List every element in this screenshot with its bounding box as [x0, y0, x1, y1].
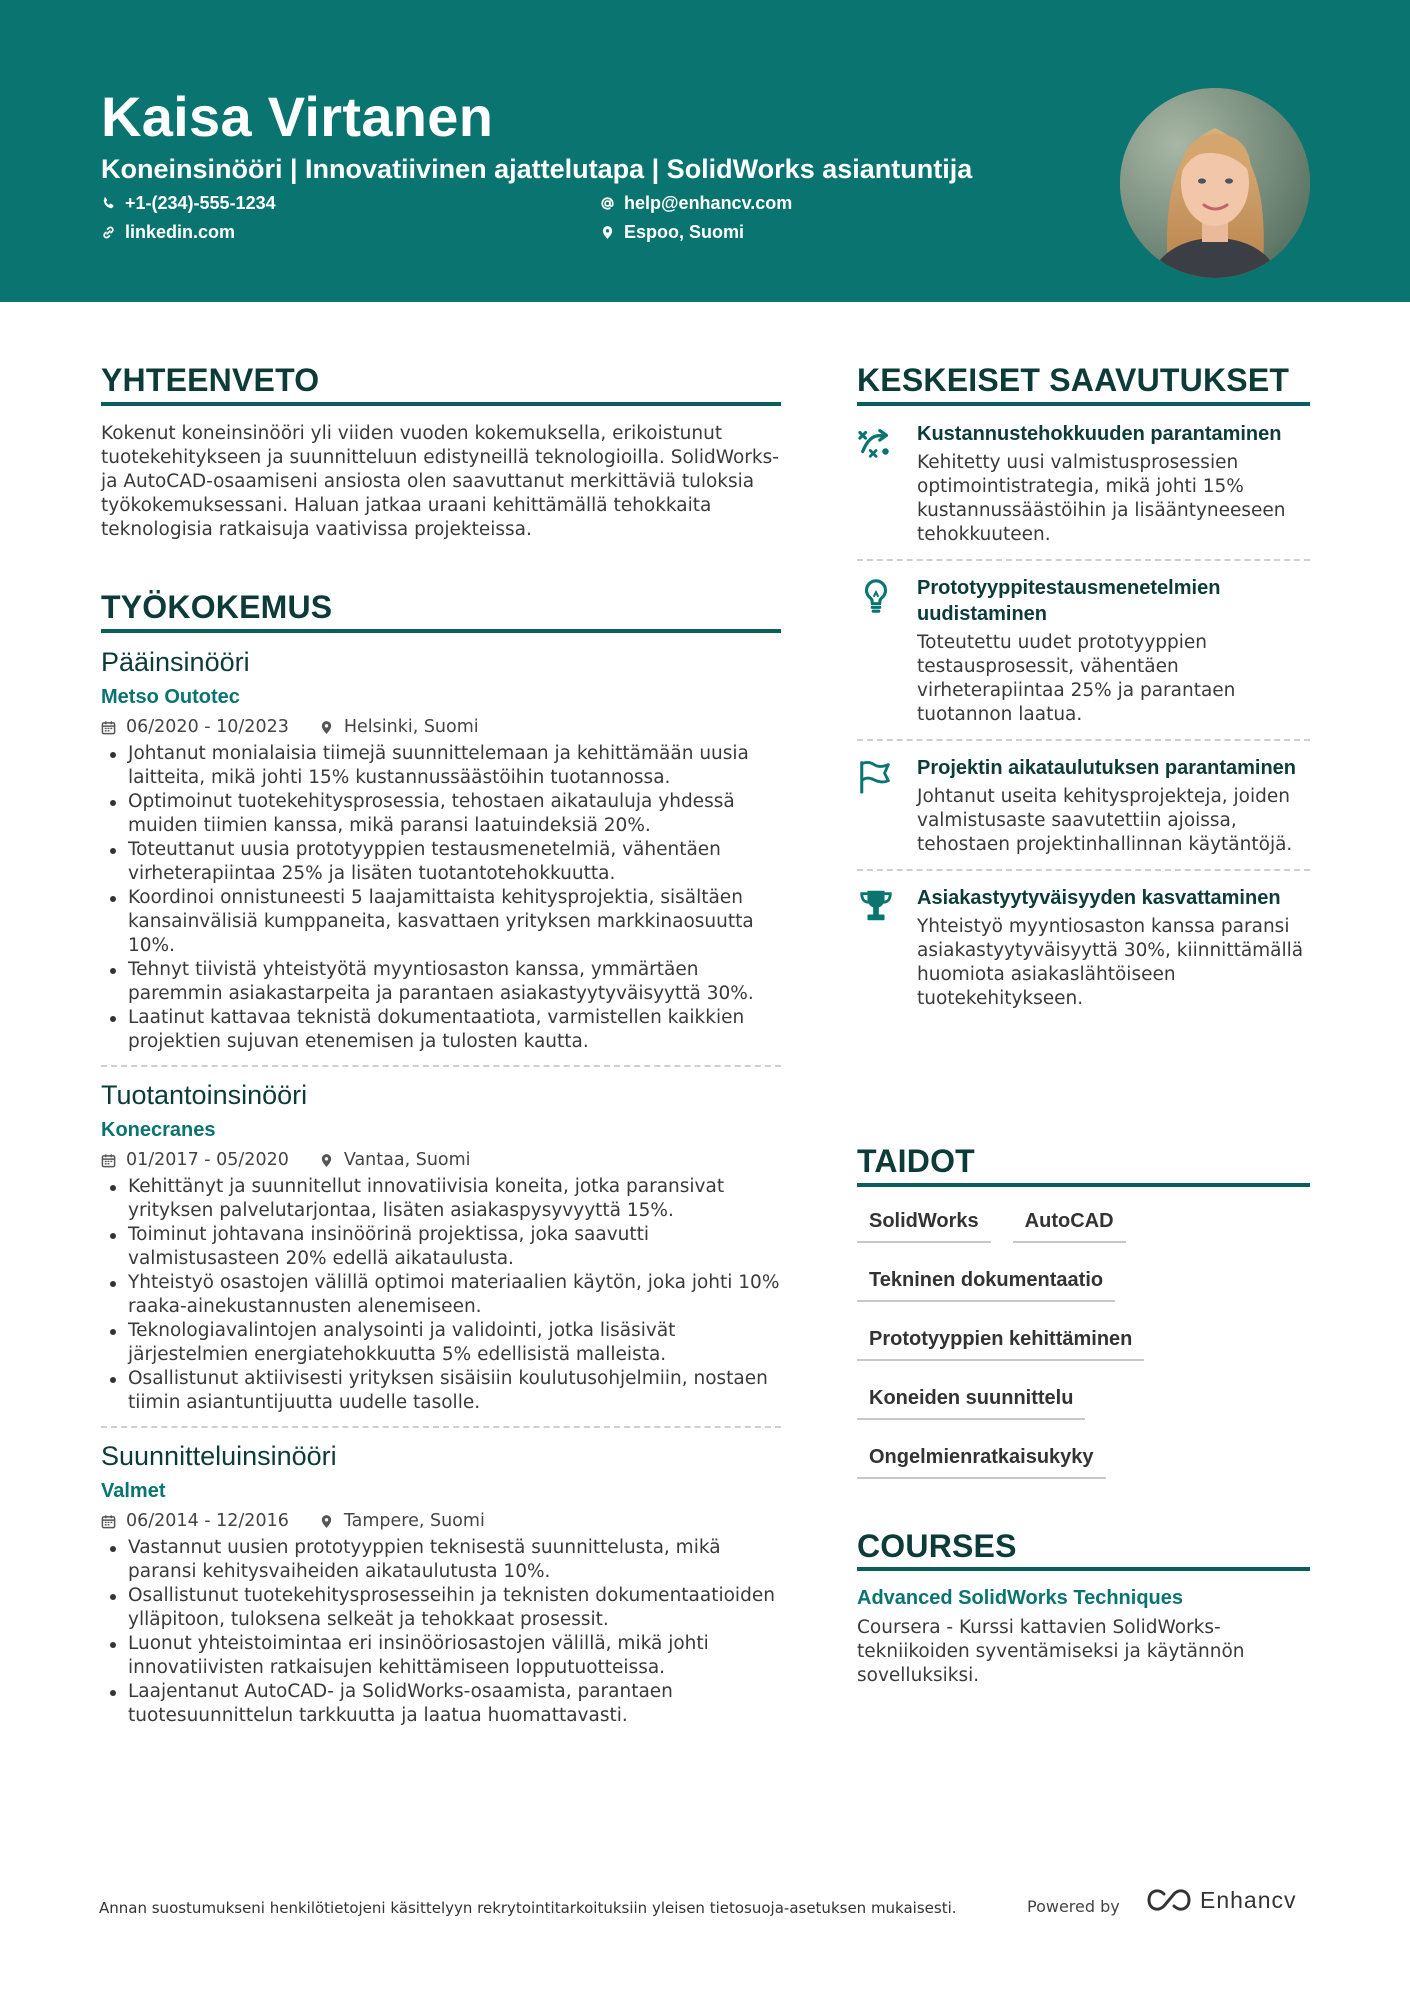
linkedin-contact[interactable]: [101, 222, 235, 243]
job-role: Pääinsinööri: [101, 647, 250, 677]
location-pin-icon: [600, 225, 615, 240]
bullet-item: Kehittänyt ja suunnitellut innovatiivisia koneita, jotka paransivat yrityksen palvelutarjontaa, lisäten asiakaspysyvyyttä 15%.: [101, 1175, 781, 1223]
enhancv-logo-icon: [1146, 1886, 1192, 1914]
skill-tag: Ongelmienratkaisukyky: [857, 1433, 1106, 1479]
job-meta: [101, 1510, 781, 1532]
bullet-item: Osallistunut tuotekehitysprosesseihin ja teknisten dokumentaatioiden ylläpitoon, tuloksena selkeät ja tehokkaat prosessit.: [101, 1584, 781, 1632]
divider: [857, 869, 1310, 871]
achievements-rule: [857, 402, 1310, 406]
achievement-text: Yhteistyö myyntiosaston kanssa paransi asiakastyytyväisyyttä 30%, kiinnittämällä huomiota asiakaslähtöiseen tuotekehitykseen.: [917, 916, 1304, 1009]
achievement-item: [857, 755, 1310, 857]
job-entry: [101, 1079, 781, 1415]
bullet-item: Vastannut uusien prototyyppien teknisestä suunnittelusta, mikä paransi kehitysvaiheiden aikataulutusta 10%.: [101, 1536, 781, 1584]
bullet-item: Koordinoi onnistuneesti 5 laajamittaista kehitysprojektia, sisältäen kansainvälisiä kumppaneita, kasvattaen yrityksen markkinaosuutta 10%.: [101, 886, 781, 958]
achievements-list: [857, 421, 1310, 1011]
lightbulb-icon: [857, 577, 895, 615]
candidate-headline: Koneinsinööri | Innovatiivinen ajattelutapa | SolidWorks asiantuntija: [101, 154, 973, 184]
location-contact: [600, 222, 744, 243]
location-text: Espoo, Suomi: [624, 222, 745, 242]
course-text: Coursera - Kurssi kattavien SolidWorks-tekniikoiden syventämiseksi ja käytännön sovelluksiksi.: [857, 1617, 1245, 1686]
achievement-title: Asiakastyytyväisyyden kasvattaminen: [917, 887, 1281, 909]
calendar-icon: [101, 1153, 116, 1168]
job-company: Konecranes: [101, 1119, 216, 1141]
gdpr-consent-text: Annan suostumukseni henkilötietojeni käsittelyyn rekrytointitarkoituksiin yleisen tietosuoja-asetuksen mukaisesti.: [99, 1899, 957, 1917]
job-meta: [101, 1149, 781, 1171]
job-location: Vantaa, Suomi: [319, 1149, 471, 1171]
bullet-item: Toteuttanut uusia prototyyppien testausmenetelmiä, vähentäen virheterapiintaa 25% ja lisäten tuotantotehokkuutta.: [101, 838, 781, 886]
email-contact[interactable]: [600, 193, 792, 214]
bullet-item: Optimoinut tuotekehitysprosessia, tehostaen aikatauluja yhdessä muiden tiimien kanssa, mikä paransi laatuindeksiä 20%.: [101, 790, 781, 838]
course-title: Advanced SolidWorks Techniques: [857, 1587, 1183, 1609]
enhancv-logo[interactable]: [1146, 1886, 1297, 1914]
achievement-item: [857, 575, 1310, 727]
divider: [857, 559, 1310, 561]
achievement-text: Toteutettu uudet prototyyppien testausprosessit, vähentäen virheterapiintaa 25% ja parantaen tuotannon laatua.: [917, 632, 1236, 725]
summary-rule: [101, 402, 781, 406]
strategy-icon: [857, 423, 895, 461]
summary-section-title: YHTEENVETO: [101, 362, 320, 398]
summary-text: Kokenut koneinsinööri yli viiden vuoden kokemuksella, erikoistunut tuotekehitykseen ja suunnitteluun edistyneillä teknologioilla. SolidWorks- ja AutoCAD-osaamiseni ansiosta olen saavuttanut merkittäviä tuloksia työkokemuksessani. Haluan jatkaa uraani kehittämällä tehokkaita teknologisia ratkaisuja vaativissa projekteissa.: [101, 423, 779, 540]
bullet-item: Laajentanut AutoCAD- ja SolidWorks-osaamista, parantaen tuotesuunnittelun tarkkuutta ja laatua huomattavasti.: [101, 1680, 781, 1728]
email-text: help@enhancv.com: [624, 193, 793, 213]
divider: [101, 1426, 781, 1428]
skill-tag: Koneiden suunnittelu: [857, 1374, 1085, 1420]
divider: [857, 739, 1310, 741]
profile-photo: [1120, 88, 1310, 278]
course-item: [857, 1585, 1310, 1688]
achievement-item: [857, 885, 1310, 1011]
job-company: Valmet: [101, 1480, 166, 1502]
job-role: Tuotantoinsinööri: [101, 1080, 308, 1110]
flag-icon: [857, 757, 895, 795]
calendar-icon: [101, 720, 116, 735]
achievement-text: Johtanut useita kehitysprojekteja, joiden valmistusaste saavutettiin ajoissa, tehostaen projektinhallinnan käytäntöjä.: [917, 786, 1293, 855]
bullet-item: Luonut yhteistoimintaa eri insinööriosastojen välillä, mikä johti innovatiivisten ratkaisujen kehittämiseen lopputuotteissa.: [101, 1632, 781, 1680]
bullet-item: Johtanut monialaisia tiimejä suunnittelemaan ja kehittämään uusia laitteita, mikä johti 15% kustannussäästöihin tuotannossa.: [101, 742, 781, 790]
bullet-item: Teknologiavalintojen analysointi ja validointi, jotka lisäsivät järjestelmien energiatehokkuutta 5% edellisistä malleista.: [101, 1319, 781, 1367]
achievement-text: Kehitetty uusi valmistusprosessien optimointistrategia, mikä johti 15% kustannussäästöihin ja lisääntyneeseen tehokkuuteen.: [917, 452, 1286, 545]
location-pin-icon: [319, 1153, 334, 1168]
job-bullets: [101, 1175, 781, 1415]
phone-contact[interactable]: [101, 193, 276, 214]
achievement-title: Projektin aikataulutuksen parantaminen: [917, 757, 1296, 779]
job-entry: [101, 646, 781, 1054]
bullet-item: Laatinut kattavaa teknistä dokumentaatiota, varmistellen kaikkien projektien sujuvan etenemisen ja tulosten kautta.: [101, 1006, 781, 1054]
experience-list: [101, 646, 781, 1728]
header-banner: [0, 0, 1410, 302]
achievement-title: Kustannustehokkuuden parantaminen: [917, 423, 1282, 445]
linkedin-text: linkedin.com: [125, 222, 236, 242]
skills-rule: [857, 1183, 1310, 1187]
job-company: Metso Outotec: [101, 686, 240, 708]
enhancv-brand-text: Enhancv: [1200, 1886, 1297, 1913]
bullet-item: Toiminut johtavana insinöörinä projektissa, joka saavutti valmistusasteen 20% edellä aikataulusta.: [101, 1223, 781, 1271]
phone-text: +1-(234)-555-1234: [125, 193, 276, 213]
job-location: Helsinki, Suomi: [319, 716, 479, 738]
calendar-icon: [101, 1514, 116, 1529]
job-role: Suunnitteluinsinööri: [101, 1441, 337, 1471]
divider: [101, 1065, 781, 1067]
job-bullets: [101, 742, 781, 1054]
job-bullets: [101, 1536, 781, 1728]
courses-section-title: COURSES: [857, 1528, 1017, 1564]
skill-tag: Prototyyppien kehittäminen: [857, 1315, 1144, 1361]
job-dates: 01/2017 - 05/2020: [101, 1149, 289, 1171]
job-meta: [101, 716, 781, 738]
achievement-item: [857, 421, 1310, 547]
powered-by-label: Powered by: [1027, 1897, 1120, 1916]
link-icon: [101, 225, 116, 240]
bullet-item: Osallistunut aktiivisesti yrityksen sisäisiin koulutusohjelmiin, nostaen tiimin asiantuntijuutta uudelle tasolle.: [101, 1367, 781, 1415]
achievement-title: Prototyyppitestausmenetelmien uudistaminen: [917, 577, 1221, 625]
skill-tag: SolidWorks: [857, 1197, 991, 1243]
bullet-item: Tehnyt tiivistä yhteistyötä myyntiosaston kanssa, ymmärtäen paremmin asiakastarpeita ja parantaen asiakastyytyväisyyttä 30%.: [101, 958, 781, 1006]
skill-tag: AutoCAD: [1013, 1197, 1126, 1243]
skill-tag: Tekninen dokumentaatio: [857, 1256, 1115, 1302]
location-pin-icon: [319, 1514, 334, 1529]
bullet-item: Yhteistyö osastojen välillä optimoi materiaalien käytön, joka johti 10% raaka-ainekustannusten alenemiseen.: [101, 1271, 781, 1319]
at-icon: [600, 196, 615, 211]
job-location: Tampere, Suomi: [319, 1510, 485, 1532]
experience-rule: [101, 629, 781, 633]
candidate-name: Kaisa Virtanen: [101, 85, 494, 148]
courses-rule: [857, 1567, 1310, 1571]
achievements-section-title: KESKEISET SAAVUTUKSET: [857, 362, 1290, 398]
trophy-icon: [857, 887, 895, 925]
location-pin-icon: [319, 720, 334, 735]
job-dates: 06/2014 - 12/2016: [101, 1510, 289, 1532]
skills-list: [857, 1197, 1310, 1492]
phone-icon: [101, 196, 116, 211]
experience-section-title: TYÖKOKEMUS: [101, 589, 333, 625]
job-entry: [101, 1440, 781, 1728]
skills-section-title: TAIDOT: [857, 1143, 975, 1179]
job-dates: 06/2020 - 10/2023: [101, 716, 289, 738]
